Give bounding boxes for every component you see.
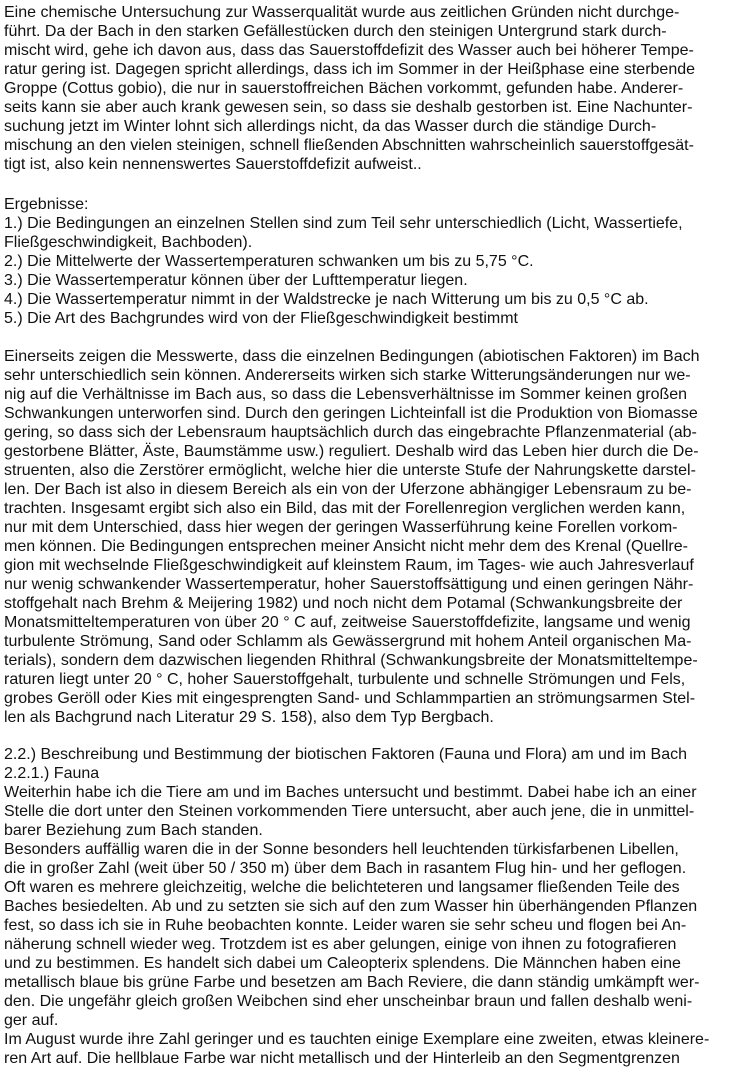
- text-line: und zu bestimmen. Es handelt sich dabei um Caleopterix splendens. Die Männchen haben eine: [4, 955, 681, 972]
- text-line: fest, so dass ich sie in Ruhe beobachten konnte. Leider waren sie sehr scheu und flogen bei An-: [4, 917, 687, 934]
- text-line: Weiterhin habe ich die Tiere am und im Baches untersucht und bestimmt. Dabei habe ich an einer: [4, 784, 697, 801]
- text-line: mischung an den vielen steinigen, schnell fließenden Abschnitten wahrscheinlich sauerstoffgesät-: [4, 137, 694, 154]
- result-item: 1.) Die Bedingungen an einzelnen Stellen sind zum Teil sehr unterschiedlich (Licht, Wassertiefe,: [4, 215, 683, 232]
- text-line: ger auf.: [4, 1012, 59, 1029]
- text-line: Einerseits zeigen die Messwerte, dass die einzelnen Bedingungen (abiotischen Faktoren) im Bach: [4, 348, 700, 365]
- text-line: len. Der Bach ist also in diesem Bereich als ein von der Uferzone abhängiger Lebensraum zu be-: [4, 481, 692, 498]
- text-line: raturen liegt unter 20 ° C, hoher Sauerstoffgehalt, turbulente und schnelle Strömungen und Fels,: [4, 671, 686, 688]
- result-item: 5.) Die Art des Bachgrundes wird von der Fließgeschwindigkeit bestimmt: [4, 310, 518, 327]
- text-line: sehr unterschiedlich sein können. Andererseits wirken sich starke Witterungsänderungen nur we-: [4, 367, 691, 384]
- text-line: len als Bachgrund nach Literatur 29 S. 158), also dem Typ Bergbach.: [4, 709, 494, 726]
- text-line: suchung jetzt im Winter lohnt sich allerdings nicht, da das Wasser durch die ständige Durch-: [4, 118, 657, 135]
- text-line: Oft waren es mehrere gleichzeitig, welche die belichteteren und langsamer fließenden Teile des: [4, 879, 680, 896]
- text-line: struenten, also die Zerstörer ermöglicht, welche hier die unterste Stufe der Nahrungskette darstel-: [4, 462, 696, 479]
- text-line: metallisch blaue bis grüne Farbe und besetzen am Bach Reviere, die dann ständig umkämpft wer-: [4, 974, 700, 991]
- text-line: Im August wurde ihre Zahl geringer und es tauchten einige Exemplare eine zweiten, etwas kleinere-: [4, 1031, 710, 1048]
- text-line: stoffgehalt nach Brehm & Meijering 1982) und noch nicht dem Potamal (Schwankungsbreite der: [4, 595, 683, 612]
- text-line: den. Die ungefähr gleich großen Weibchen sind eher unscheinbar braun und fallen deshalb weni-: [4, 993, 693, 1010]
- text-line: nur wenig schwankender Wassertemperatur, hoher Sauerstoffsättigung und einen geringen Nähr-: [4, 576, 694, 593]
- text-line: die in großer Zahl (weit über 50 / 350 m) über dem Bach in rasantem Flug hin- und her geflogen.: [4, 860, 687, 877]
- text-line: Monatsmitteltemperaturen von über 20 ° C auf, zeitweise Sauerstoffdefizite, langsame und wenig: [4, 614, 691, 631]
- text-line: gion mit wechselnde Fließgeschwindigkeit auf kleinstem Raum, im Tages- wie auch Jahresverlauf: [4, 557, 694, 574]
- text-line: terials), sondern dem dazwischen liegenden Rhithral (Schwankungsbreite der Monatsmitteltempe-: [4, 652, 698, 669]
- text-line: Groppe (Cottus gobio), die nur in sauerstoffreichen Bächen vorkommt, gefunden habe. Anderer-: [4, 80, 684, 97]
- result-item: 2.) Die Mittelwerte der Wassertemperaturen schwanken um bis zu 5,75 °C.: [4, 253, 534, 270]
- text-line: grobes Geröll oder Kies mit eingesprengten Sand- und Schlammpartien an strömungsarmen Stel-: [4, 690, 696, 707]
- text-line: Stelle die dort unter den Steinen vorkommenden Tiere untersucht, aber auch jene, die in unmittel-: [4, 803, 695, 820]
- text-line: Eine chemische Untersuchung zur Wasserqualität wurde aus zeitlichen Gründen nicht durchge-: [4, 4, 680, 21]
- text-line: gestorbene Blätter, Äste, Baumstämme usw.) reguliert. Deshalb wird das Leben hier durch die De-: [4, 443, 699, 460]
- text-line: Schwankungen unterworfen sind. Durch den geringen Lichteinfall ist die Produktion von Biomasse: [4, 405, 698, 422]
- text-line: tigt ist, also kein nennenswertes Sauerstoffdefizit aufweist..: [4, 156, 422, 173]
- result-item: 3.) Die Wassertemperatur können über der Lufttemperatur liegen.: [4, 272, 468, 289]
- result-item: Fließgeschwindigkeit, Bachboden).: [4, 234, 253, 251]
- text-line: Baches besiedelten. Ab und zu setzten sie sich auf den zum Wasser hin überhängenden Pflanzen: [4, 898, 698, 915]
- text-line: ratur gering ist. Dagegen spricht allerdings, dass ich im Sommer in der Heißphase eine sterbende: [4, 61, 696, 78]
- text-line: nur mit dem Unterschied, dass hier wegen der geringen Wasserführung keine Forellen vorkom-: [4, 519, 678, 536]
- text-line: nig auf die Verhältnisse im Bach aus, so dass die Lebensverhältnisse im Sommer keinen großen: [4, 386, 688, 403]
- text-line: gering, so dass sich der Lebensraum hauptsächlich durch das eingebrachte Pflanzenmaterial (ab-: [4, 424, 697, 441]
- section-heading: 2.2.) Beschreibung und Bestimmung der biotischen Faktoren (Fauna und Flora) am und im Bach: [4, 746, 688, 763]
- text-line: mischt wird, gehe ich davon aus, dass das Sauerstoffdefizit des Wasser auch bei höherer Tempe-: [4, 42, 694, 59]
- text-line: näherung schnell wieder weg. Trotzdem ist es aber gelungen, einige von ihnen zu fotografieren: [4, 936, 677, 953]
- text-line: men können. Die Bedingungen entsprechen meiner Ansicht nicht mehr dem des Krenal (Quellre-: [4, 538, 688, 555]
- subsection-heading: 2.2.1.) Fauna: [4, 765, 100, 782]
- text-line: ren Art auf. Die hellblaue Farbe war nicht metallisch und der Hinterleib an den Segmentgrenzen: [4, 1050, 680, 1067]
- result-item: 4.) Die Wassertemperatur nimmt in der Waldstrecke je nach Witterung um bis zu 0,5 °C ab.: [4, 291, 649, 308]
- text-line: turbulente Strömung, Sand oder Schlamm als Gewässergrund mit hohem Anteil organischen Ma-: [4, 633, 692, 650]
- text-line: seits kann sie aber auch krank gewesen sein, so dass sie deshalb gestorben ist. Eine Nachunter-: [4, 99, 693, 116]
- text-line: führt. Da der Bach in den starken Gefällestücken durch den steinigen Untergrund stark durch-: [4, 23, 667, 40]
- text-line: barer Beziehung zum Bach standen.: [4, 822, 263, 839]
- text-line: Besonders auffällig waren die in der Sonne besonders hell leuchtenden türkisfarbenen Libellen,: [4, 841, 679, 858]
- text-line: trachten. Insgesamt ergibt sich also ein Bild, das mit der Forellenregion verglichen werden kann,: [4, 500, 686, 517]
- results-heading: Ergebnisse:: [4, 196, 89, 213]
